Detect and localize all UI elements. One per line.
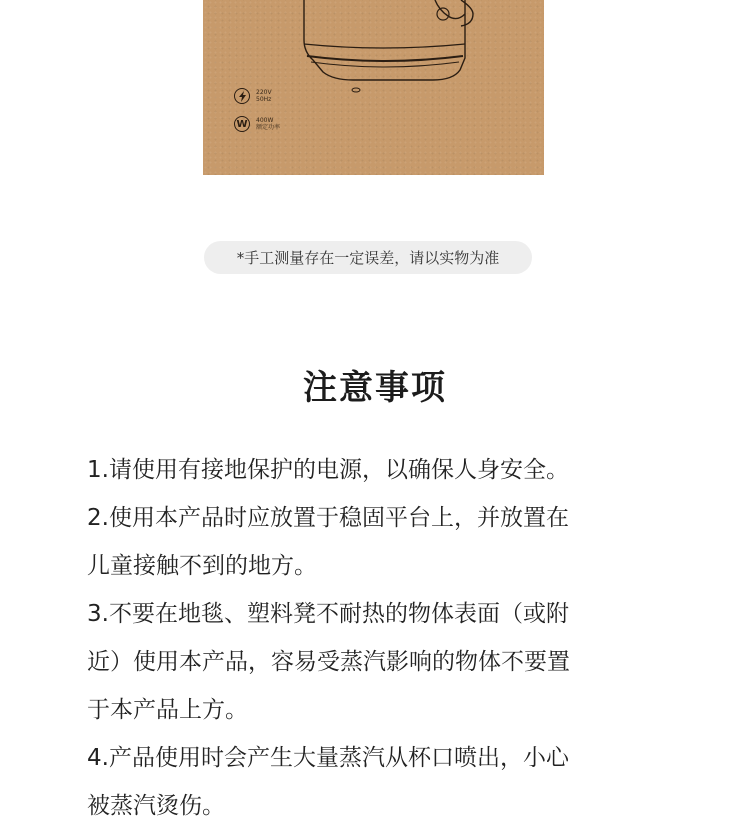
notice-line: 1.请使用有接地保护的电源，以确保人身安全。 bbox=[87, 457, 569, 483]
lightning-icon bbox=[234, 88, 250, 104]
notice-line: 2.使用本产品时应放置于稳固平台上，并放置在 bbox=[87, 505, 569, 531]
page-title: 注意事项 bbox=[303, 368, 447, 408]
voltage-text bbox=[256, 89, 272, 103]
frequency-value: 50Hz bbox=[256, 96, 272, 103]
product-box-image bbox=[203, 0, 544, 175]
notice-line: 被蒸汽烫伤。 bbox=[87, 793, 225, 819]
voltage-value: 220V bbox=[256, 89, 272, 96]
notice-line: 4.产品使用时会产生大量蒸汽从杯口喷出，小心 bbox=[87, 745, 569, 771]
notice-line: 3.不要在地毯、塑料凳不耐热的物体表面（或附 bbox=[87, 601, 569, 627]
notice-line: 儿童接触不到的地方。 bbox=[87, 553, 317, 579]
notice-line: 近）使用本产品，容易受蒸汽影响的物体不要置 bbox=[87, 649, 570, 675]
power-text bbox=[256, 117, 280, 131]
measurement-notice: *手工测量存在一定误差，请以实物为准 bbox=[204, 241, 532, 274]
watt-icon: W bbox=[234, 116, 250, 132]
power-label: 额定功率 bbox=[256, 124, 281, 131]
notice-line: 于本产品上方。 bbox=[87, 697, 248, 723]
power-value: 400W bbox=[256, 117, 274, 124]
power-spec bbox=[234, 116, 280, 132]
voltage-spec bbox=[234, 88, 272, 104]
